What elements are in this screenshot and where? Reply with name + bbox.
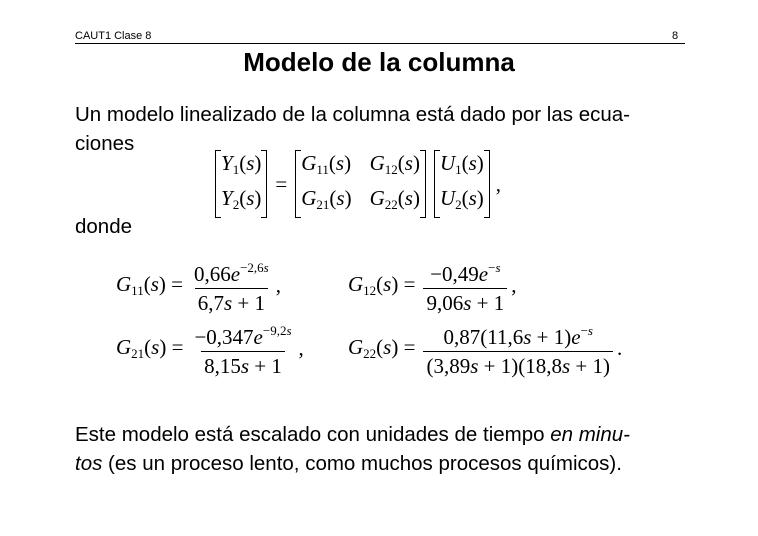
matrix-equation: [215, 150, 501, 218]
header-page-number: 8: [672, 30, 679, 42]
matrix-g11: $G_{11}(s)$: [301, 151, 352, 177]
matrix-g21: $G_{21}(s)$: [301, 186, 352, 212]
donde-label: donde: [75, 215, 133, 238]
intro-line-1: Un modelo linealizado de la columna está dado por las ecua-: [75, 103, 630, 126]
input-vector: [434, 150, 490, 218]
output-y1: $Y_1(s)$: [221, 151, 262, 177]
slide-title: Modelo de la columna: [243, 47, 515, 77]
g11-fraction: $\frac{0,66e^{-2,6s}}{6,7s + 1}$: [193, 260, 269, 315]
g22-fraction: $\frac{0,87(11,6s + 1)e^{-s}}{(3,89s + 1)(18,8s + 1)}$: [423, 320, 613, 377]
matrix-g22: $G_{22}(s)$: [369, 186, 420, 212]
g11-equation: $G_{11}(s)$ = $\frac{0,66e^{-2,6s}}{6,7s + 1}$ ,: [116, 257, 281, 314]
transfer-matrix: [295, 150, 426, 218]
header-course: CAUT1 Clase 8: [75, 30, 152, 42]
matrix-g12: $G_{12}(s)$: [369, 151, 420, 177]
g21-equation: $G_{21}(s)$ = $\frac{-0,347e^{-9,2s}}{8,15s + 1}$ ,: [116, 320, 304, 377]
g12-equation: $G_{12}(s)$ = $\frac{-0,49e^{-s}}{9,06s + 1}$ ,: [348, 257, 516, 314]
equals-sign: =: [275, 171, 288, 196]
matrix-comma: ,: [495, 171, 502, 196]
closing-paragraph: Este modelo está escalado con unidades de tiempo en minu- tos (es un proceso lento, como muchos procesos químicos).: [75, 423, 630, 475]
header-rule: [75, 43, 685, 44]
input-u1: $U_1(s)$: [439, 151, 484, 177]
g21-fraction: $\frac{-0,347e^{-9,2s}}{8,15s + 1}$: [194, 323, 292, 378]
emphasis-line-1: en minu-: [550, 423, 630, 446]
output-y2: $Y_2(s)$: [221, 186, 262, 212]
output-vector: [215, 150, 267, 218]
g22-equation: $G_{22}(s)$ = $\frac{0,87(11,6s + 1)e^{-s}}{(3,89s + 1)(18,8s + 1)}$ .: [348, 320, 622, 377]
g12-fraction: $\frac{-0,49e^{-s}}{9,06s + 1}$: [423, 257, 507, 314]
input-u2: $U_2(s)$: [439, 186, 484, 212]
emphasis-line-2: tos: [75, 452, 103, 475]
intro-line-2: ciones: [75, 132, 135, 155]
